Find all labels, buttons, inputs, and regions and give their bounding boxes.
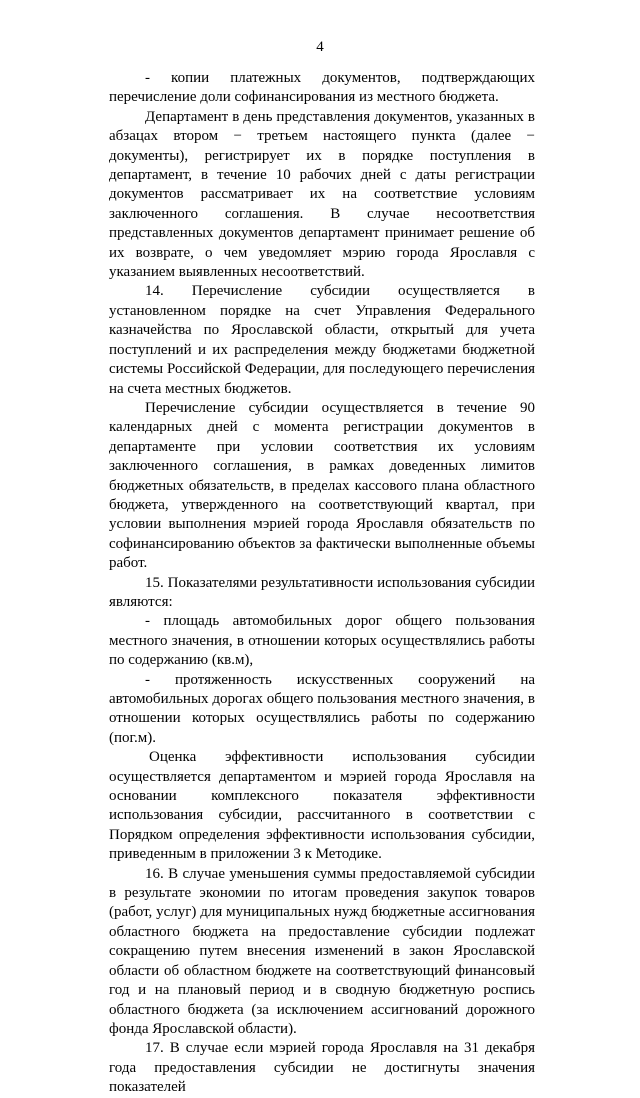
paragraph-16-reduction: 16. В случае уменьшения суммы предоставляемой субсидии в результате экономии по итогам проведения закупок товаров (работ, услуг) для муниципальных нужд бюджетные ассигнования областного бюджета на предоставление субсидии подлежат сокращению путем внесения изменений в закон Ярославской области об областном бюджете на соответствующий финансовый год и на плановый период и в сводную бюджетную роспись областного бюджета (за исключением ассигнований дорожного фонда Ярославской области). [109,865,535,1037]
paragraph-indicator-length: - протяженность искусственных сооружений на автомобильных дорогах общего пользования местного значения, в отношении которых осуществлялись работы по содержанию (пог.м). [109,671,535,746]
paragraph-efficiency-evaluation: Оценка эффективности использования субсидии осуществляется департаментом и мэрией города Ярославля на основании комплексного показателя эффективности использования субсидии, рассчитанного в соответствии с Порядком определения эффективности использования субсидии, приведенным в приложении 3 к Методике. [109,749,535,863]
document-body [109,69,535,1098]
paragraph-department-registration: Департамент в день представления документов, указанных в абзацах втором − третьем настоящего пункта (далее − документы), регистрирует их в порядке поступления в департамент, в течение 10 рабочих дней с даты регистрации документов рассматривает их на соответствие условиям заключенного соглашения. В случае несоответствия представленных документов департамент принимает решение об их возврате, о чем уведомляет мэрию города Ярославля с указанием выявленных несоответствий. [109,108,535,281]
paragraph-14-transfer: 14. Перечисление субсидии осуществляется в установленном порядке на счет Управления Федерального казначейства по Ярославской области, открытый для учета поступлений и их распределения между бюджетами бюджетной системы Российской Федерации, для последующего перечисления на счета местных бюджетов. [109,283,535,397]
paragraph-transfer-timing: Перечисление субсидии осуществляется в течение 90 календарных дней с момента регистрации документов в департаменте при условии соответствия их условиям заключенного соглашения, в рамках доведенных лимитов бюджетных обязательств, в пределах кассового плана областного бюджета, утвержденного на соответствующий квартал, при условии выполнения мэрией города Ярославля обязательств по софинансированию объектов за фактически выполненные объемы работ. [109,399,535,572]
paragraph-15-indicators: 15. Показателями результативности использования субсидии являются: [109,574,535,610]
paragraph-payment-documents: - копии платежных документов, подтверждающих перечисление доли софинансирования из местного бюджета. [109,70,535,106]
page-number: 4 [316,39,324,55]
paragraph-indicator-area: - площадь автомобильных дорог общего пользования местного значения, в отношении которых осуществлялись работы по содержанию (кв.м), [109,613,535,669]
paragraph-17-not-achieved: 17. В случае если мэрией города Ярославля на 31 декабря года предоставления субсидии не достигнуты значения показателей [109,1040,535,1096]
